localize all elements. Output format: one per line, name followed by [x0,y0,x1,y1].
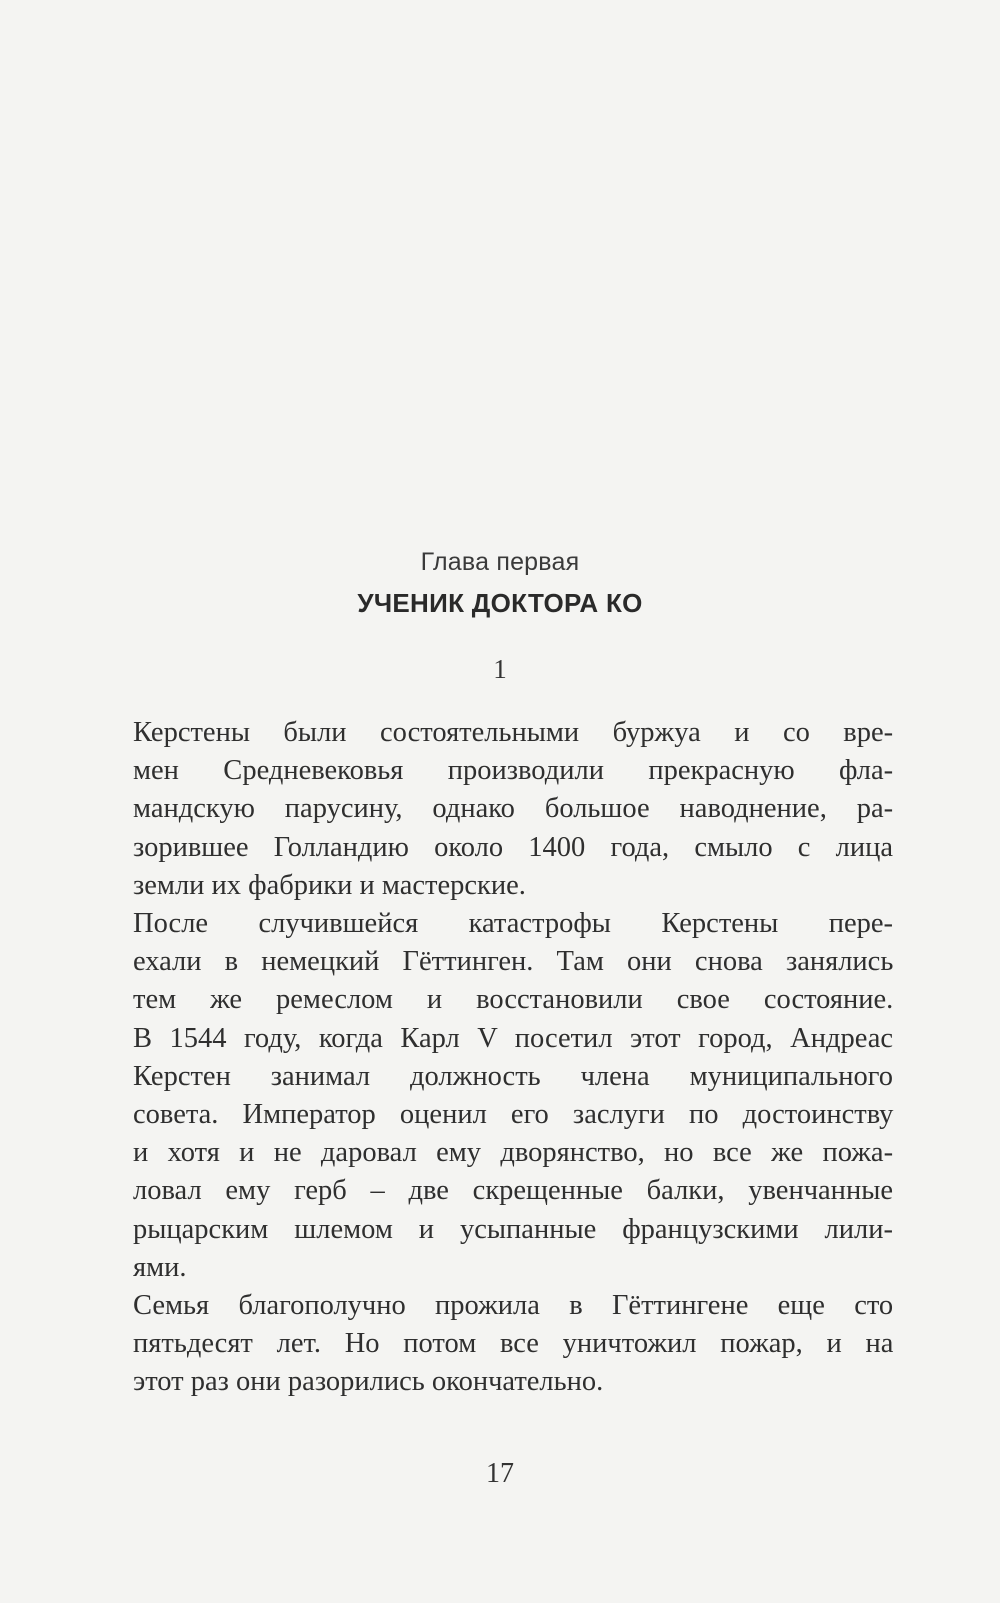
body-text [133,714,893,1402]
text-line: пятьдесят лет. Но потом все уничтожил пожар, и на [133,1328,894,1360]
text-line: Керстен занимал должность члена муниципального [133,1060,893,1092]
text-line: рыцарским шлемом и усыпанные французскими лили- [133,1213,893,1245]
chapter-title: УЧЕНИК ДОКТОРА КО [357,588,643,618]
text-line: После случившейся катастрофы Керстены пере- [133,908,893,940]
text-line: и хотя и не даровал ему дворянство, но все же пожа- [133,1137,894,1169]
text-line: зорившее Голландию около 1400 года, смыло с лица [133,831,893,863]
chapter-label: Глава первая [420,548,580,576]
text-line: мандскую парусину, однако большое наводнение, ра- [133,793,894,825]
text-line: совета. Император оценил его заслуги по достоинству [133,1099,894,1131]
text-line: земли их фабрики и мастерские. [133,869,526,901]
text-line: Керстены были состоятельными буржуа и со вре- [133,717,894,748]
text-line: ехали в немецкий Гёттинген. Там они снова занялись [133,946,894,978]
text-line: мен Средневековья производили прекрасную фла- [133,755,894,787]
text-line: ловал ему герб – две скрещенные балки, увенчанные [133,1175,893,1207]
text-line: этот раз они разорились окончательно. [133,1366,604,1398]
section-number: 1 [493,654,507,684]
text-line: В 1544 году, когда Карл V посетил этот город, Андреас [133,1022,893,1054]
page-number: 17 [486,1458,514,1489]
text-line: ями. [133,1251,187,1283]
text-line: Семья благополучно прожила в Гёттингене еще сто [133,1290,894,1322]
text-line: тем же ремеслом и восстановили свое состояние. [133,984,894,1016]
